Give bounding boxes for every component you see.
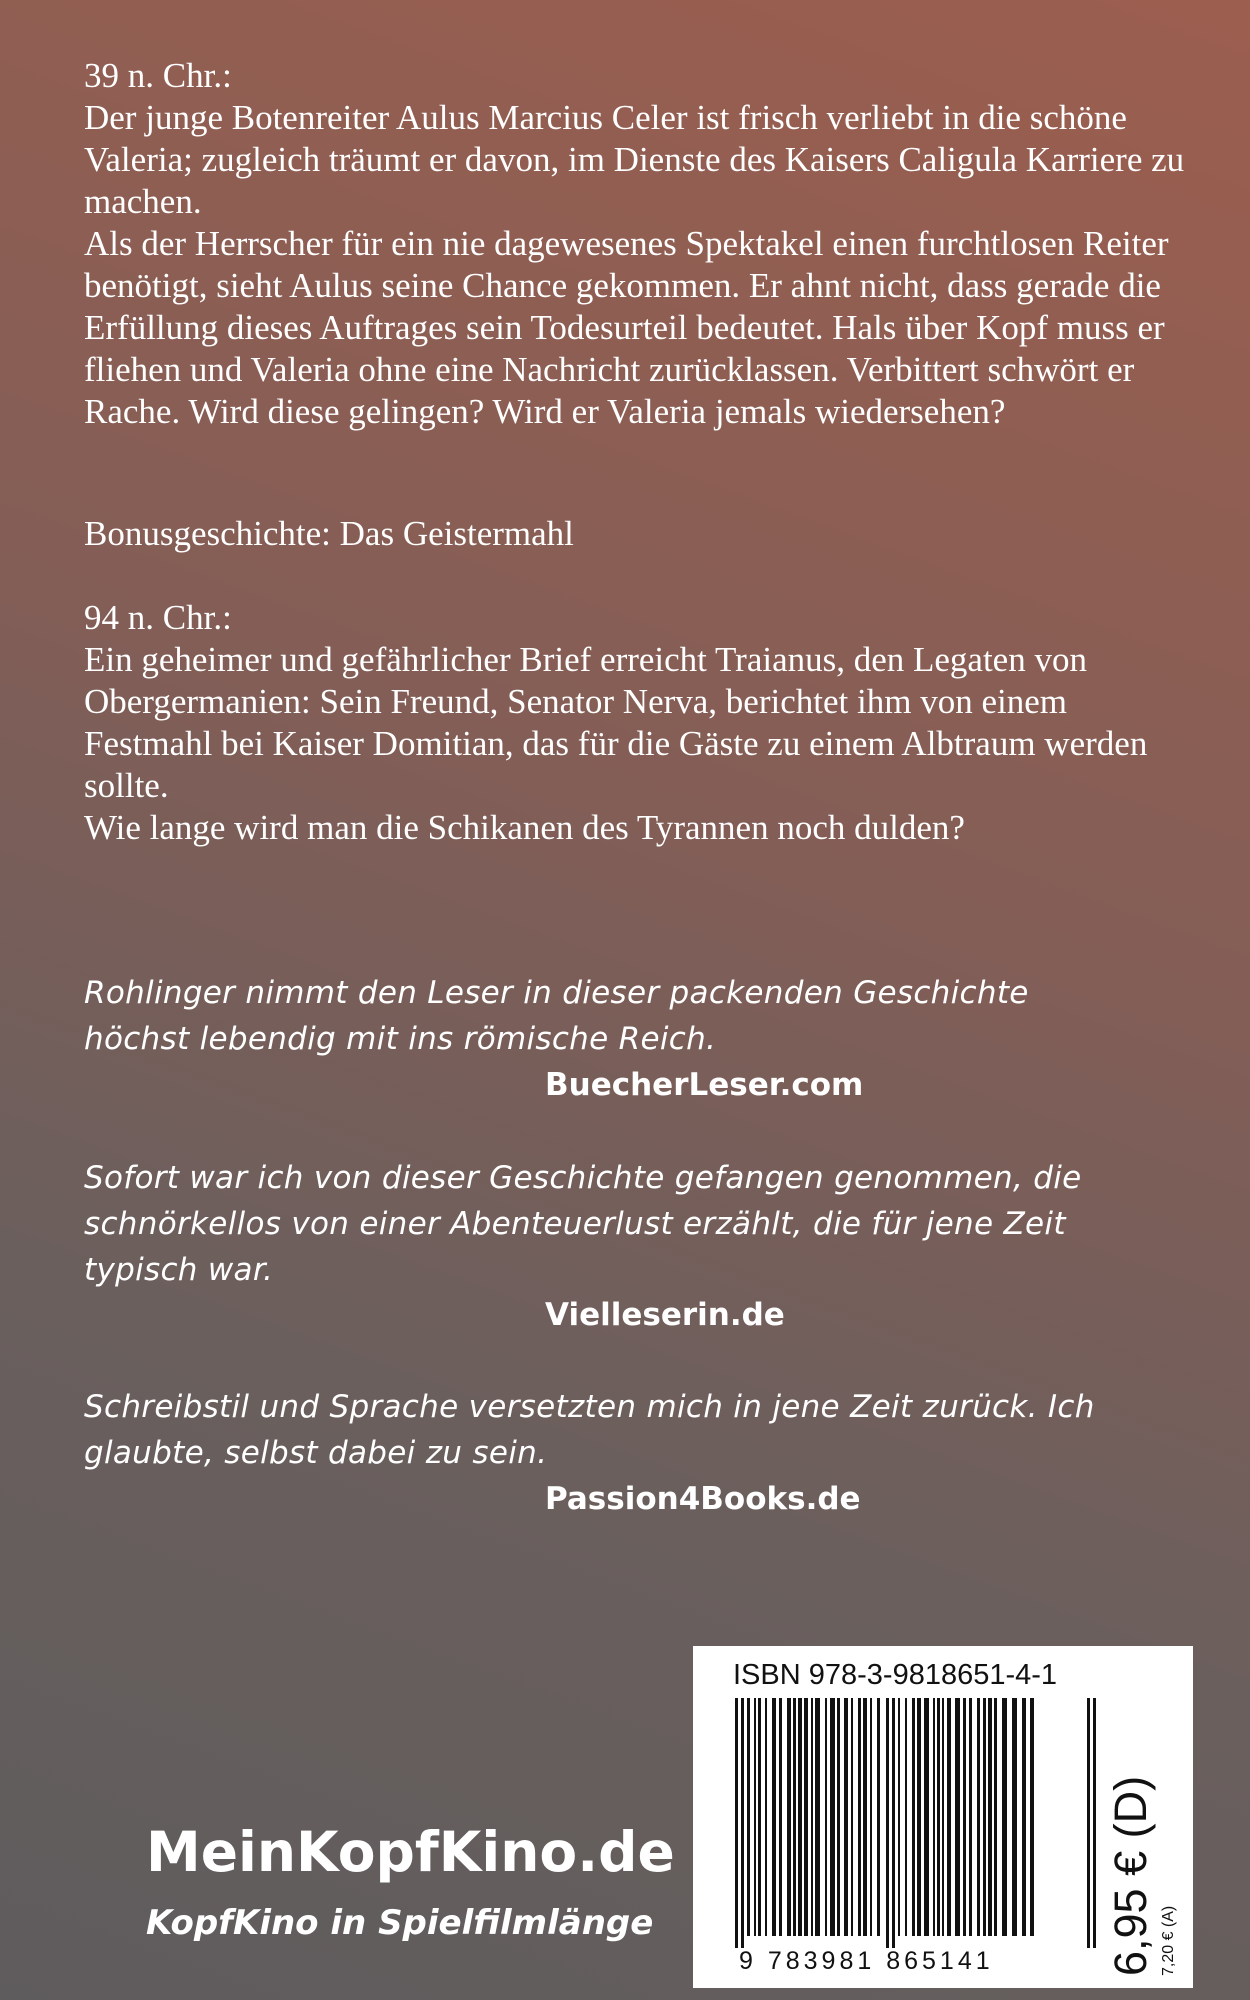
review-quote-1: Rohlinger nimmt den Leser in dieser packenden Geschichte höchst lebendig mit ins römische Reich. — [84, 975, 1029, 1057]
bonus-story-title: Bonusgeschichte: Das Geistermahl — [84, 514, 574, 553]
review-source-2: Vielleserin.de — [545, 1297, 785, 1333]
review-quote-2: Sofort war ich von dieser Geschichte gefangen genommen, die schnörkellos von einer Abenteuerlust erzählt, die für jene Zeit typisch war. — [84, 1160, 1082, 1288]
barcode-label — [693, 1646, 1193, 1988]
story-1-description: 39 n. Chr.: Der junge Botenreiter Aulus Marcius Celer ist frisch verliebt in die schöne Valeria; zugleich träumt er davon, im Dienste des Kaisers Caligula Karriere zu machen. Als der Herrscher für ein nie dagewesenes Spektakel einen furchtlosen Reiter benötigt, sieht Aulus seine Chance gekommen. Er ahnt nicht, dass gerade die Erfüllung dieses Auftrages sein Todesurteil bedeutet. Hals über Kopf muss er fliehen und Valeria ohne eine Nachricht zurücklassen. Verbittert schwört er Rache. Wird diese gelingen? Wird er Valeria jemals wiedersehen? — [84, 56, 1185, 431]
price-austria: 7,20 € (A) — [1160, 1905, 1177, 1976]
story-2-description: 94 n. Chr.: Ein geheimer und gefährlicher Brief erreicht Traianus, den Legaten von Obergermanien: Sein Freund, Senator Nerva, berichtet ihm von einem Festmahl bei Kaiser Domitian, das für die Gäste zu einem Albtraum werden sollte. Wie lange wird man die Schikanen des Tyrannen noch dulden? — [84, 598, 1148, 847]
review-quote-3: Schreibstil und Sprache versetzten mich in jene Zeit zurück. Ich glaubte, selbst dabei zu sein. — [84, 1389, 1095, 1471]
review-source-3: Passion4Books.de — [545, 1481, 861, 1517]
publisher-tagline: KopfKino in Spielfilmlänge — [146, 1903, 654, 1943]
isbn-number: ISBN 978-3-9818651-4-1 — [733, 1659, 1058, 1691]
ean-digits: 9 783981 865141 — [739, 1947, 994, 1975]
barcode-icon — [731, 1698, 1099, 1948]
review-source-1: BuecherLeser.com — [545, 1067, 864, 1103]
publisher-website: MeinKopfKino.de — [146, 1820, 675, 1884]
price-germany: 6,95 € (D) — [1105, 1775, 1156, 1976]
